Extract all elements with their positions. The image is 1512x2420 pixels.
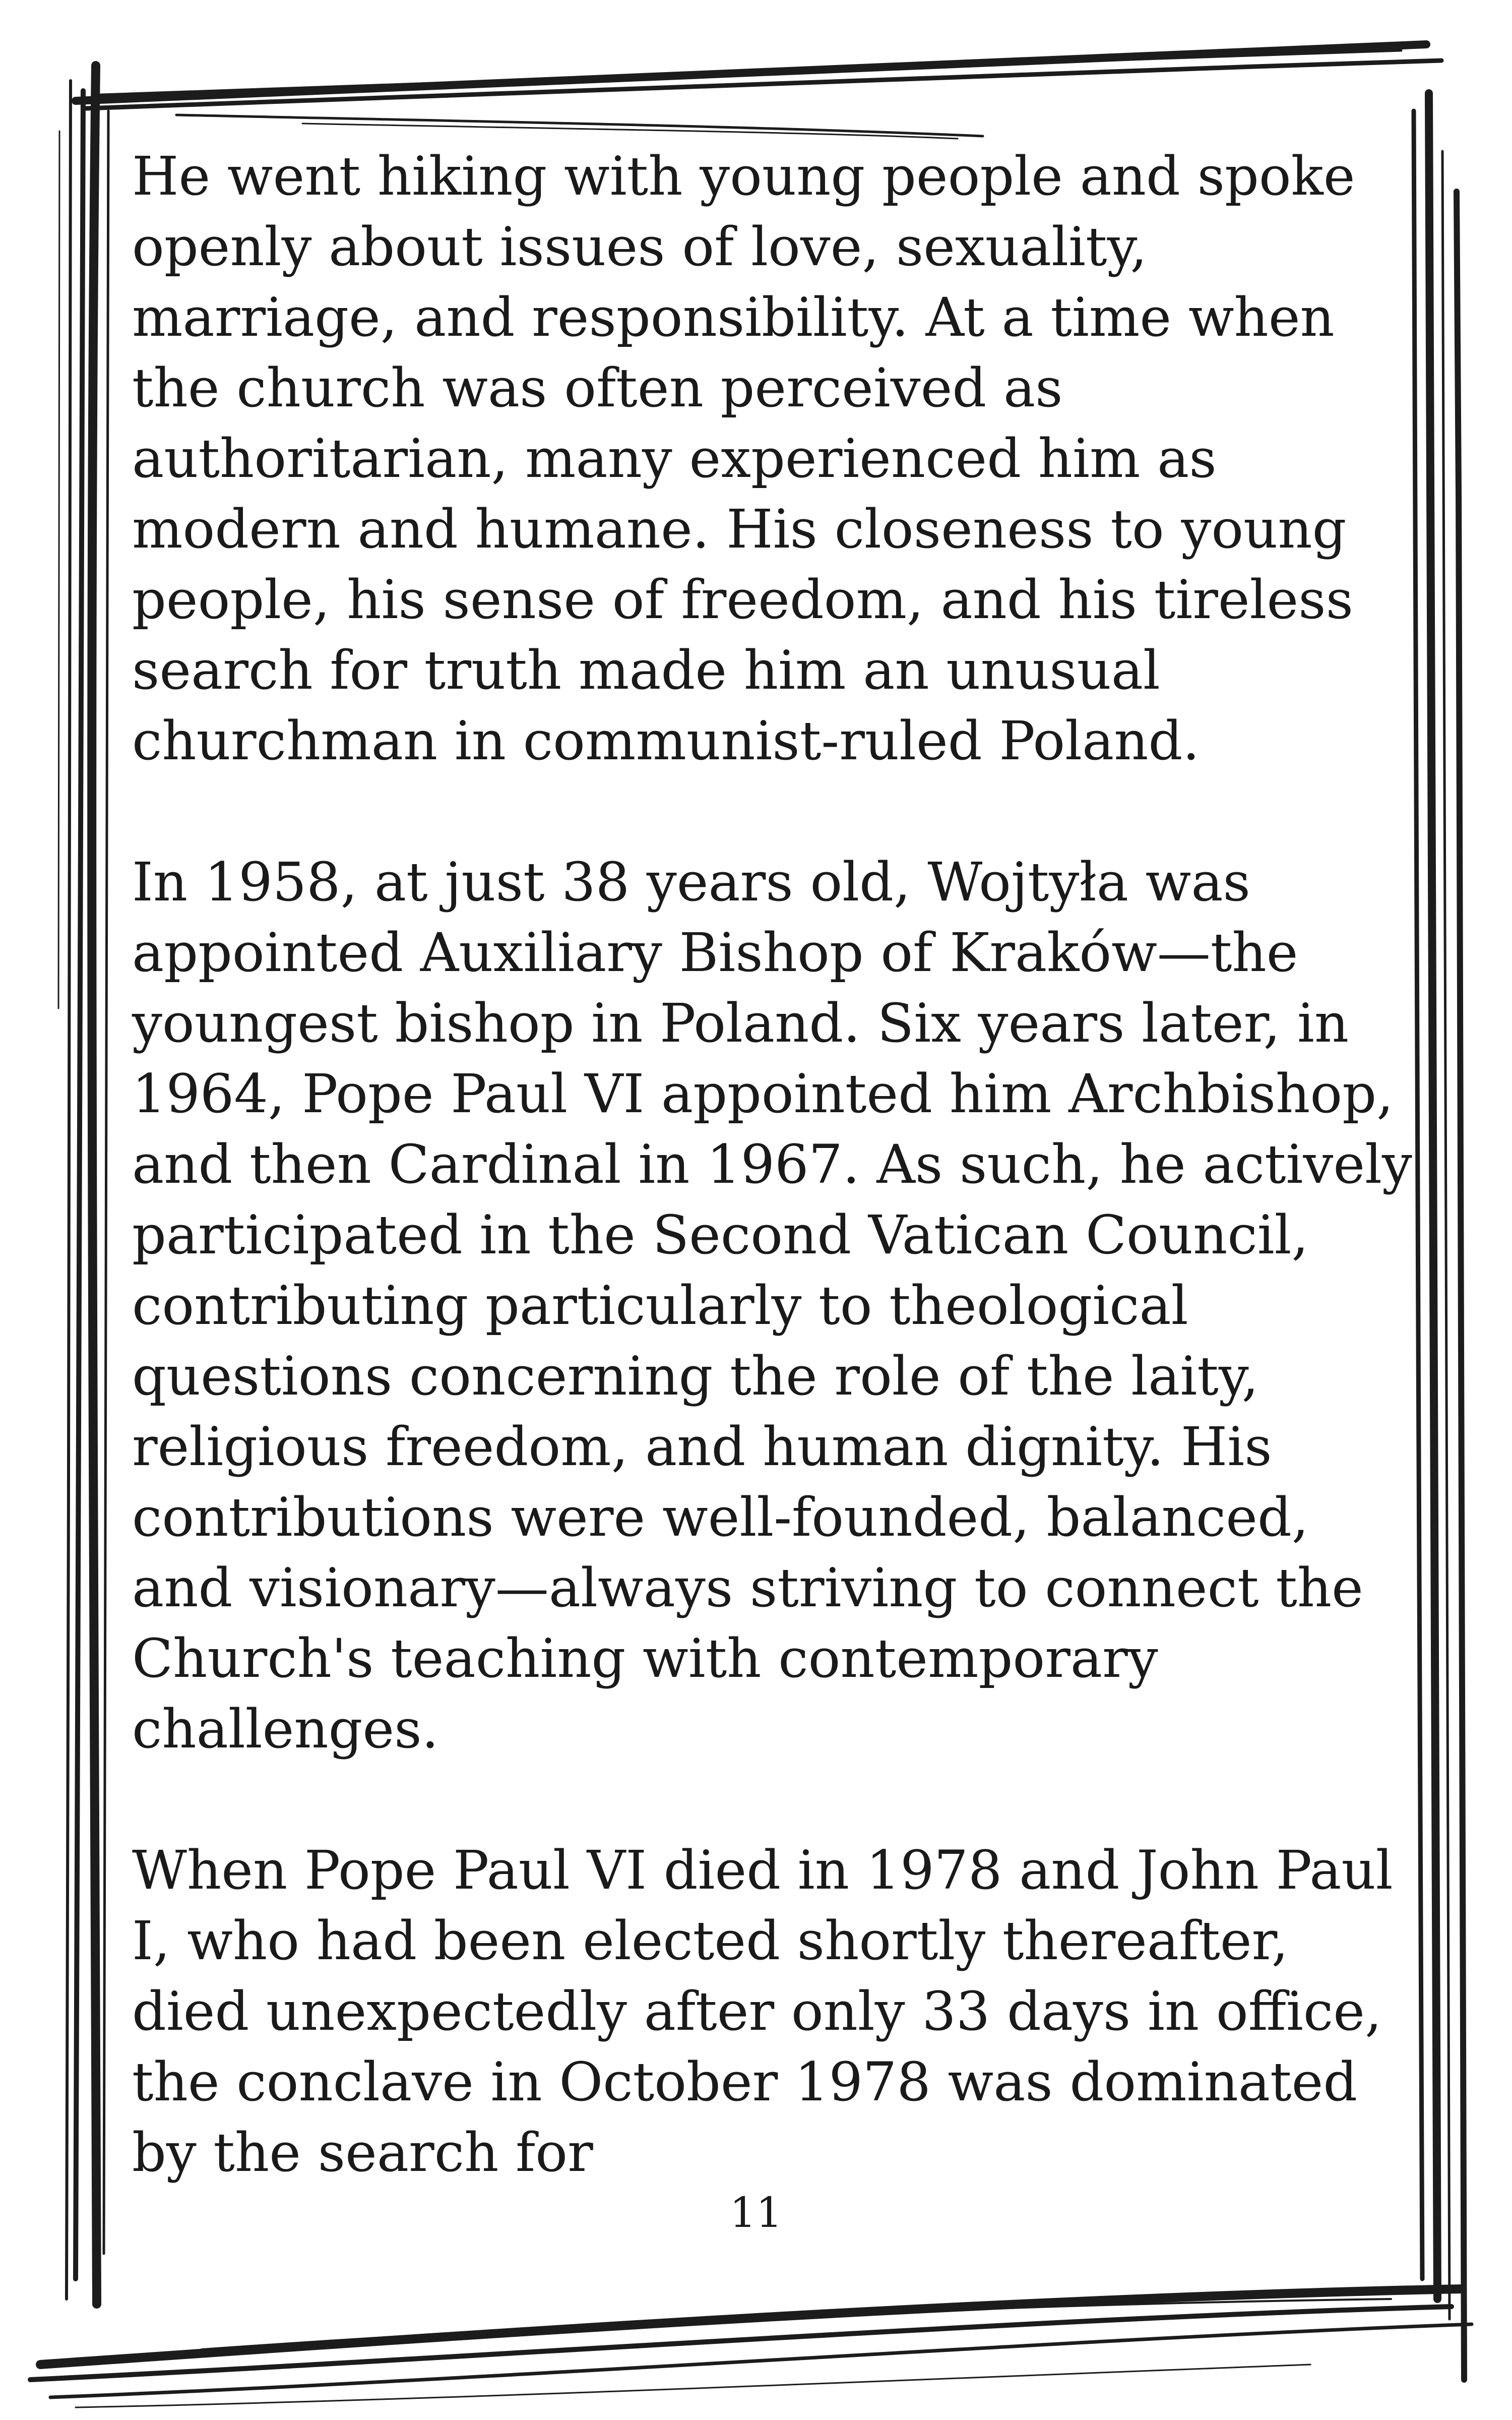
paragraph: He went hiking with young people and spoke openly about issues of love, sexuality, marriage, and responsibility. At a time when the church was often perceived as authoritarian, many experienced him as modern and humane. His closeness to young people, his sense of freedom, and his tireless search for truth made him an unusual churchman in communist-ruled Poland. — [132, 145, 1355, 772]
frame-bottom-stroke — [30, 2307, 1452, 2380]
frame-left-stroke — [92, 66, 97, 2304]
paragraph: When Pope Paul VI died in 1978 and John Paul I, who had been elected shortly thereafter, died unexpectedly after only 33 days in office, the conclave in October 1978 was dominated by the search for — [132, 1839, 1393, 2184]
frame-bottom-stroke — [202, 2299, 1391, 2349]
frame-top-stroke — [101, 50, 1401, 95]
frame-top-stroke — [76, 44, 1426, 101]
frame-bottom-stroke — [50, 2324, 1472, 2397]
frame-bottom-stroke — [76, 2365, 1310, 2407]
frame-left-stroke — [58, 131, 59, 1008]
page-number: 11 — [729, 2189, 783, 2237]
frame-top-stroke — [176, 115, 983, 136]
paragraph: In 1958, at just 38 years old, Wojtyła was appointed Auxiliary Bishop of Kraków—the youngest bishop in Poland. Six years later, in 1964, Pope Paul VI appointed him Archbishop, and then Cardinal in 1967. As such, he actively participated in the Second Vatican Council, contributing particularly to theological questions concerning the role of the laity, religious freedom, and human dignity. His contributions were well-founded, balanced, and visionary—always striving to connect the Church's teaching with contemporary challenges. — [132, 851, 1412, 1760]
frame-left-stroke — [104, 111, 108, 2254]
frame-top-stroke — [86, 60, 1441, 108]
body-text — [132, 141, 1422, 2188]
frame-right-stroke — [1429, 93, 1437, 2299]
frame-right-stroke — [1457, 192, 1464, 2380]
frame-bottom-stroke — [40, 2289, 1462, 2365]
frame-left-stroke — [67, 81, 71, 2299]
frame-left-stroke — [76, 91, 83, 2279]
frame-top-stroke — [302, 124, 958, 139]
frame-right-stroke — [1442, 151, 1450, 2319]
